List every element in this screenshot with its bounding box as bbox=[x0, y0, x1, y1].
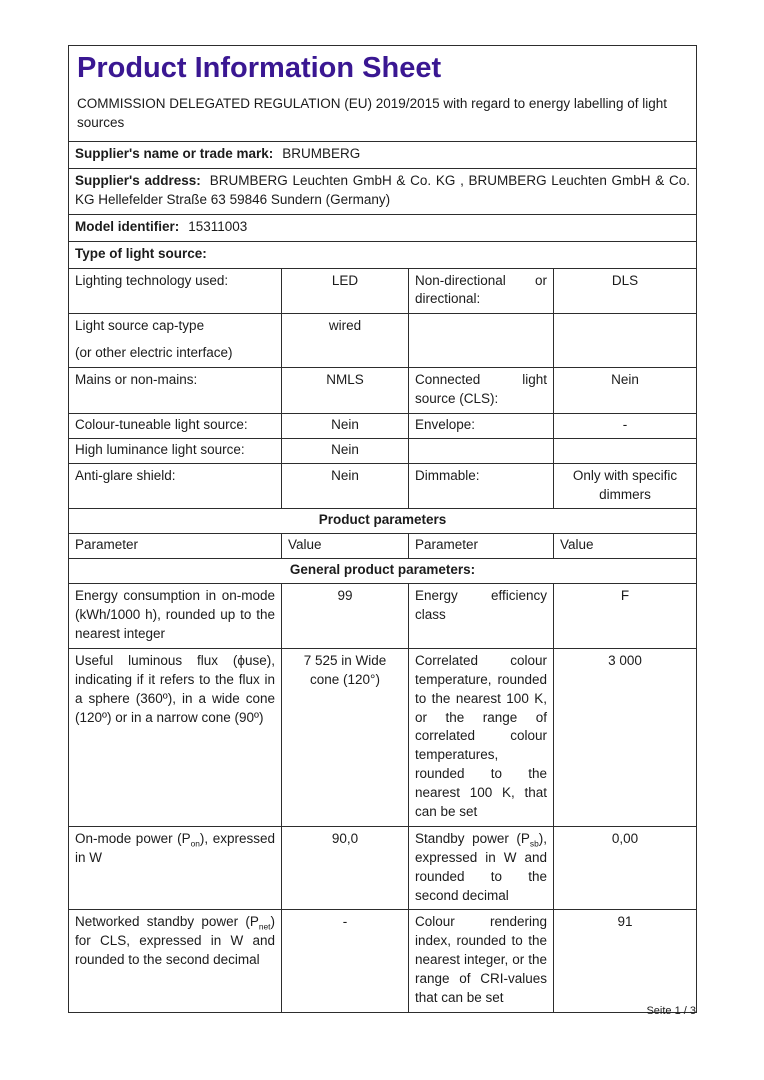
mains-label: Mains or non-mains: bbox=[69, 368, 282, 414]
row-model-identifier bbox=[69, 214, 697, 241]
on-mode-power-label-pre: On-mode power (P bbox=[75, 830, 191, 846]
energy-consumption-value: 99 bbox=[282, 584, 409, 649]
empty-cell bbox=[554, 314, 697, 368]
type-of-light-source-cell bbox=[69, 241, 697, 268]
on-mode-power-label bbox=[69, 826, 282, 910]
row-title bbox=[69, 46, 697, 142]
standby-power-label-sub: sb bbox=[529, 838, 539, 849]
row-cap-type bbox=[69, 314, 697, 368]
page-subtitle: COMMISSION DELEGATED REGULATION (EU) 2019/2015 with regard to energy labelling of light sources bbox=[77, 96, 667, 131]
supplier-address-value: BRUMBERG Leuchten GmbH & Co. KG , BRUMBERG Leuchten GmbH & Co. KG Hellefelder Straße 63 59846 Sundern (Germany) bbox=[75, 173, 690, 207]
useful-luminous-flux-value: 7 525 in Wide cone (120°) bbox=[282, 648, 409, 826]
dimmable-label: Dimmable: bbox=[409, 463, 554, 509]
colour-rendering-index-value: 91 bbox=[554, 910, 697, 1012]
row-luminous-flux bbox=[69, 648, 697, 826]
directionality-label: Non-directional or directional: bbox=[409, 268, 554, 314]
title-cell bbox=[69, 46, 697, 142]
model-identifier-value: 15311003 bbox=[188, 218, 248, 234]
supplier-name-cell bbox=[69, 142, 697, 169]
column-header-parameter-1: Parameter bbox=[69, 534, 282, 559]
model-identifier-cell bbox=[69, 214, 697, 241]
anti-glare-label: Anti-glare shield: bbox=[69, 463, 282, 509]
row-product-parameters-header bbox=[69, 509, 697, 534]
standby-power-label-post: ), expressed in W and rounded to the second decimal bbox=[415, 830, 547, 903]
networked-standby-power-label bbox=[69, 910, 282, 1012]
energy-efficiency-class-label: Energy efficiency class bbox=[409, 584, 554, 649]
dimmable-value: Only with specific dimmers bbox=[554, 463, 697, 509]
column-header-value-2: Value bbox=[554, 534, 697, 559]
row-mains bbox=[69, 368, 697, 414]
empty-cell bbox=[409, 314, 554, 368]
networked-standby-label-pre: Networked standby power (P bbox=[75, 914, 259, 930]
model-identifier-label: Model identifier: bbox=[75, 218, 180, 234]
connected-light-source-value: Nein bbox=[554, 368, 697, 414]
networked-standby-label-post: ) for CLS, expressed in W and rounded to the second decimal bbox=[75, 914, 275, 968]
standby-power-label bbox=[409, 826, 554, 910]
row-networked-standby bbox=[69, 910, 697, 1012]
energy-efficiency-class-value: F bbox=[554, 584, 697, 649]
lighting-technology-label: Lighting technology used: bbox=[69, 268, 282, 314]
supplier-address-cell bbox=[69, 169, 697, 215]
useful-luminous-flux-label: Useful luminous flux (ϕuse), indicating if it refers to the flux in a sphere (360º), in a wide cone (120º) or in a narrow cone (90º) bbox=[69, 648, 282, 826]
connected-light-source-label: Connected light source (CLS): bbox=[409, 368, 554, 414]
networked-standby-label-sub: net bbox=[258, 922, 271, 933]
product-parameters-header: Product parameters bbox=[69, 509, 697, 534]
page-title: Product Information Sheet bbox=[77, 52, 442, 84]
empty-cell bbox=[409, 438, 554, 463]
cap-type-value: wired bbox=[282, 314, 409, 368]
row-anti-glare bbox=[69, 463, 697, 509]
type-of-light-source-label: Type of light source: bbox=[75, 245, 207, 261]
row-lighting-technology bbox=[69, 268, 697, 314]
energy-consumption-label: Energy consumption in on-mode (kWh/1000 h), rounded up to the nearest integer bbox=[69, 584, 282, 649]
correlated-colour-temperature-label: Correlated colour temperature, rounded to the nearest 100 K, or the range of correlated colour temperatures, rounded to the nearest 100 K, that can be set bbox=[409, 648, 554, 826]
row-high-luminance bbox=[69, 438, 697, 463]
cap-type-label bbox=[69, 314, 282, 368]
row-on-mode-power bbox=[69, 826, 697, 910]
column-header-value-1: Value bbox=[282, 534, 409, 559]
supplier-name-value: BRUMBERG bbox=[282, 146, 361, 162]
supplier-name-label: Supplier's name or trade mark: bbox=[75, 146, 274, 162]
correlated-colour-temperature-value: 3 000 bbox=[554, 648, 697, 826]
colour-rendering-index-label: Colour rendering index, rounded to the nearest integer, or the range of CRI-values that can be set bbox=[409, 910, 554, 1012]
mains-value: NMLS bbox=[282, 368, 409, 414]
directionality-value: DLS bbox=[554, 268, 697, 314]
cap-type-label-line2: (or other electric interface) bbox=[75, 345, 233, 361]
high-luminance-value: Nein bbox=[282, 438, 409, 463]
colour-tuneable-value: Nein bbox=[282, 413, 409, 438]
row-energy-consumption bbox=[69, 584, 697, 649]
empty-cell bbox=[554, 438, 697, 463]
page-number: Seite 1 / 3 bbox=[646, 1005, 696, 1017]
supplier-address-label: Supplier's address: bbox=[75, 173, 201, 189]
cap-type-label-line1: Light source cap-type bbox=[75, 318, 205, 334]
row-general-parameters-header bbox=[69, 559, 697, 584]
on-mode-power-label-post: ), expressed in W bbox=[75, 830, 275, 865]
colour-tuneable-label: Colour-tuneable light source: bbox=[69, 413, 282, 438]
standby-power-value: 0,00 bbox=[554, 826, 697, 910]
general-parameters-header: General product parameters: bbox=[69, 559, 697, 584]
lighting-technology-value: LED bbox=[282, 268, 409, 314]
row-type-of-light-source bbox=[69, 241, 697, 268]
row-supplier-address bbox=[69, 169, 697, 215]
row-colour-tuneable bbox=[69, 413, 697, 438]
anti-glare-value: Nein bbox=[282, 463, 409, 509]
product-information-table bbox=[68, 45, 697, 1013]
on-mode-power-value: 90,0 bbox=[282, 826, 409, 910]
envelope-value: - bbox=[554, 413, 697, 438]
row-column-headers bbox=[69, 534, 697, 559]
standby-power-label-pre: Standby power (P bbox=[415, 830, 530, 846]
envelope-label: Envelope: bbox=[409, 413, 554, 438]
high-luminance-label: High luminance light source: bbox=[69, 438, 282, 463]
networked-standby-power-value: - bbox=[282, 910, 409, 1012]
row-supplier-name bbox=[69, 142, 697, 169]
on-mode-power-label-sub: on bbox=[190, 838, 200, 849]
column-header-parameter-2: Parameter bbox=[409, 534, 554, 559]
